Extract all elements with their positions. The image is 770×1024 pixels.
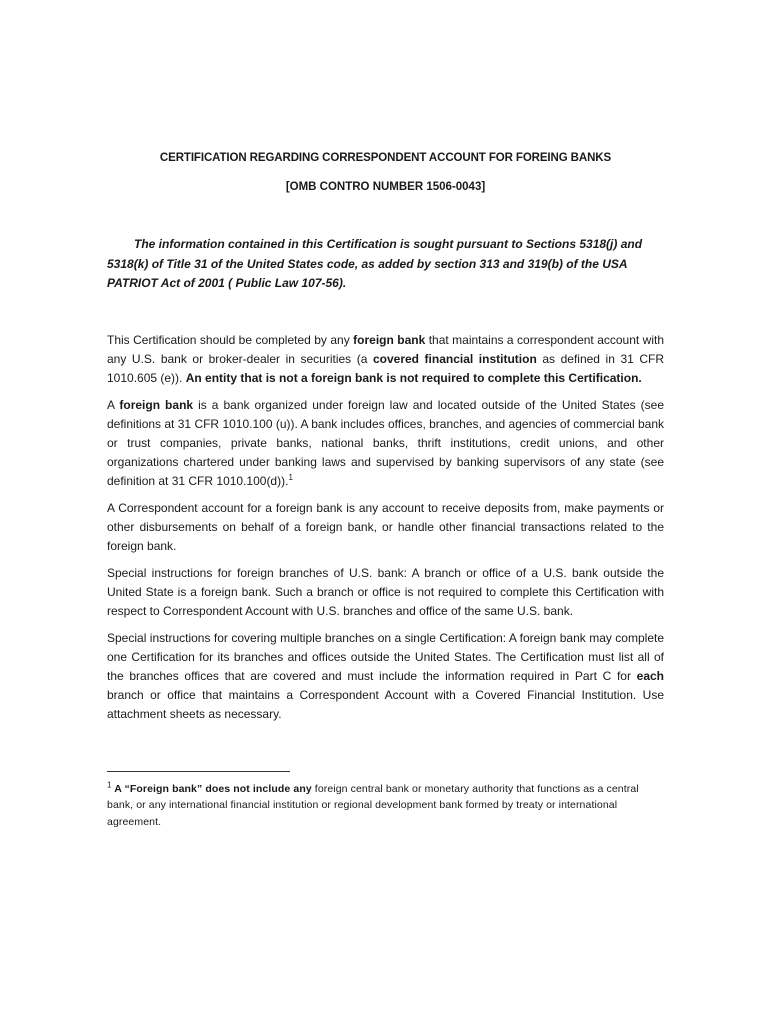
footnote <box>107 781 664 831</box>
bold-term-covered-financial-institution: covered financial institution <box>372 351 537 366</box>
text-run: branch or office that maintains a Correspondent Account with a Covered Financial Institution. Use attachment sheets as necessary. <box>107 687 664 721</box>
bold-term-each: each <box>636 668 664 683</box>
text-run: that maintains a correspondent account with any U.S. bank or broker-dealer in securities (a <box>107 332 664 366</box>
bold-statement-not-required: An entity that is not a foreign bank is not required to complete this Certification. <box>185 370 642 385</box>
bold-term-foreign-bank: foreign bank <box>353 332 426 347</box>
footnote-text: foreign central bank or monetary authority that functions as a central bank, or any international financial institution or regional development bank formed by treaty or international agreement. <box>107 782 639 828</box>
footnote-reference[interactable]: 1 <box>288 472 293 482</box>
text-run: Special instructions for covering multiple branches on a single Certification: A foreign bank may complete one Certification for its branches and offices outside the United States. The Certification must list all of the branches offices that are covered and must include the information required in Part C for <box>107 630 664 683</box>
document-title: CERTIFICATION REGARDING CORRESPONDENT ACCOUNT FOR FOREING BANKS <box>159 152 612 164</box>
paragraph-foreign-bank-requirement <box>107 331 664 388</box>
footnote-divider <box>107 771 290 772</box>
intro-paragraph: The information contained in this Certification is sought pursuant to Sections 5318(j) and 5318(k) of Title 31 of the United States code, as added by section 313 and 319(b) of the USA PATRIOT Act of 2001 ( Public Law 107-56). <box>107 237 643 290</box>
paragraph-foreign-bank-definition <box>107 396 664 491</box>
text-run: This Certification should be completed by any <box>107 332 354 347</box>
text-run: as defined in 31 CFR 1010.605 (e)). <box>107 351 665 385</box>
paragraph-special-instructions-us-branches: Special instructions for foreign branches of U.S. bank: A branch or office of a U.S. bank outside the United State is a foreign bank. Such a branch or office is not required to complete this Certification with respect to Correspondent Account with U.S. branches and office of the same U.S. bank. <box>107 565 664 618</box>
bold-term-foreign-bank: foreign bank <box>119 397 194 412</box>
text-run: is a bank organized under foreign law and located outside of the United States (see definitions at 31 CFR 1010.100 (u)). A bank includes offices, branches, and agencies of commercial bank or trust companies, private banks, national banks, thrift institutions, credit unions, and other organizations chartered under banking laws and supervised by banking supervisors of any state (see definition at 31 CFR 1010.100(d)). <box>107 397 664 488</box>
footnote-number: 1 <box>107 780 112 789</box>
text-run: A <box>107 397 120 412</box>
omb-number: [OMB CONTRO NUMBER 1506-0043] <box>285 181 486 193</box>
paragraph-special-instructions-multiple-branches <box>107 629 664 724</box>
paragraph-correspondent-account: A Correspondent account for a foreign bank is any account to receive deposits from, make payments or other disbursements on behalf of a foreign bank, or handle other financial transactions related to the foreign bank. <box>107 500 664 553</box>
footnote-bold-text: A “Foreign bank” does not include any <box>111 782 312 795</box>
